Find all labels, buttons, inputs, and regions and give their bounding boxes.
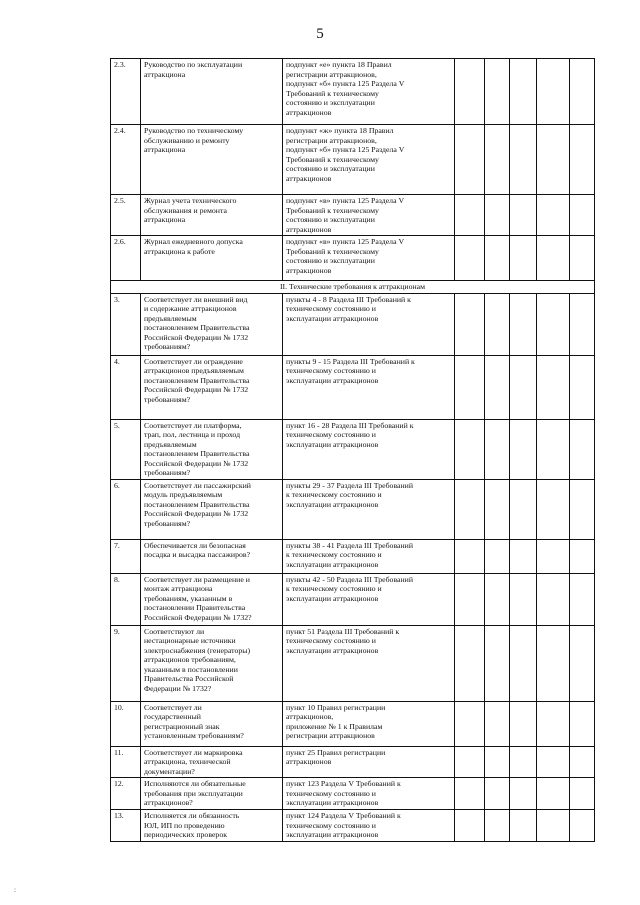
item-question: Журнал учета технического обслуживания и ремонта аттракциона (141, 195, 283, 236)
item-question: Соответствует ли государственный регистрационный знак установленным требованиям? (141, 701, 283, 746)
item-number: 2.3. (111, 59, 141, 125)
answer-cell[interactable] (510, 573, 537, 625)
item-number: 11. (111, 746, 141, 778)
item-question: Соответствует ли размещение и монтаж аттракциона требованиям, указанным в постановлении Правительства Российской Федерации № 1732? (141, 573, 283, 625)
item-reference: пункт 124 Раздела V Требований к техническому состоянию и эксплуатации аттракционов (283, 810, 455, 842)
answer-cell[interactable] (537, 701, 570, 746)
answer-cell[interactable] (455, 778, 485, 810)
answer-cell[interactable] (455, 625, 485, 701)
item-question: Соответствуют ли нестационарные источники электроснабжения (генераторы) аттракционов требованиям, указанным в постановлении Правительства Российской Федерации № 1732? (141, 625, 283, 701)
item-number: 7. (111, 539, 141, 573)
item-reference: пункты 42 - 50 Раздела III Требований к техническому состоянию и эксплуатации аттракционов (283, 573, 455, 625)
item-reference: пункт 16 - 28 Раздела III Требований к техническому состоянию и эксплуатации аттракционов (283, 419, 455, 479)
answer-cell[interactable] (537, 479, 570, 539)
answer-cell[interactable] (510, 125, 537, 195)
item-number: 5. (111, 419, 141, 479)
checklist-table (110, 58, 595, 842)
item-question: Исполняется ли обязанность ЮЛ, ИП по проведению периодических проверок (141, 810, 283, 842)
answer-cell[interactable] (455, 195, 485, 236)
item-reference: пункт 51 Раздела III Требований к техническому состоянию и эксплуатации аттракционов (283, 625, 455, 701)
answer-cell[interactable] (537, 125, 570, 195)
item-number: 13. (111, 810, 141, 842)
table-row (111, 125, 595, 195)
item-question: Соответствует ли платформа, трап, пол, лестница и проход предъявляемым постановлением Правительства Российской Федерации № 1732 требованиям? (141, 419, 283, 479)
item-number: 12. (111, 778, 141, 810)
answer-cell[interactable] (455, 810, 485, 842)
answer-cell[interactable] (570, 810, 595, 842)
answer-cell[interactable] (537, 778, 570, 810)
table-row (111, 778, 595, 810)
item-question: Руководство по техническому обслуживанию и ремонту аттракциона (141, 125, 283, 195)
answer-cell[interactable] (537, 419, 570, 479)
answer-cell[interactable] (510, 539, 537, 573)
item-number: 10. (111, 701, 141, 746)
answer-cell[interactable] (455, 125, 485, 195)
item-number: 8. (111, 573, 141, 625)
answer-cell[interactable] (485, 236, 510, 281)
answer-cell[interactable] (570, 125, 595, 195)
answer-cell[interactable] (485, 355, 510, 419)
answer-cell[interactable] (570, 701, 595, 746)
answer-cell[interactable] (510, 701, 537, 746)
answer-cell[interactable] (570, 195, 595, 236)
answer-cell[interactable] (455, 293, 485, 355)
answer-cell[interactable] (570, 355, 595, 419)
answer-cell[interactable] (485, 746, 510, 778)
item-question: Исполняются ли обязательные требования при эксплуатации аттракционов? (141, 778, 283, 810)
answer-cell[interactable] (485, 625, 510, 701)
answer-cell[interactable] (570, 293, 595, 355)
answer-cell[interactable] (537, 355, 570, 419)
answer-cell[interactable] (485, 419, 510, 479)
answer-cell[interactable] (510, 355, 537, 419)
answer-cell[interactable] (455, 539, 485, 573)
answer-cell[interactable] (510, 419, 537, 479)
answer-cell[interactable] (510, 236, 537, 281)
margin-mark: : (14, 886, 16, 894)
answer-cell[interactable] (510, 293, 537, 355)
answer-cell[interactable] (537, 573, 570, 625)
answer-cell[interactable] (455, 746, 485, 778)
answer-cell[interactable] (485, 125, 510, 195)
item-reference: пункты 9 - 15 Раздела III Требований к техническому состоянию и эксплуатации аттракционов (283, 355, 455, 419)
item-reference: пункты 4 - 8 Раздела III Требований к техническому состоянию и эксплуатации аттракционов (283, 293, 455, 355)
answer-cell[interactable] (570, 236, 595, 281)
item-question: Журнал ежедневного допуска аттракциона к работе (141, 236, 283, 281)
answer-cell[interactable] (485, 573, 510, 625)
answer-cell[interactable] (510, 479, 537, 539)
item-question: Соответствует ли внешний вид и содержание аттракционов предъявляемым постановлением Правительства Российской Федерации № 1732 требованиям? (141, 293, 283, 355)
answer-cell[interactable] (455, 59, 485, 125)
answer-cell[interactable] (537, 293, 570, 355)
answer-cell[interactable] (510, 59, 537, 125)
answer-cell[interactable] (537, 195, 570, 236)
table-row (111, 539, 595, 573)
item-reference: пункты 29 - 37 Раздела III Требований к техническому состоянию и эксплуатации аттракционов (283, 479, 455, 539)
item-number: 3. (111, 293, 141, 355)
answer-cell[interactable] (570, 625, 595, 701)
answer-cell[interactable] (485, 195, 510, 236)
answer-cell[interactable] (537, 59, 570, 125)
item-reference: пункт 25 Правил регистрации аттракционов (283, 746, 455, 778)
item-question: Руководство по эксплуатации аттракциона (141, 59, 283, 125)
item-reference: подпункт «в» пункта 125 Раздела V Требований к техническому состоянию и эксплуатации аттракционов (283, 195, 455, 236)
table-row (111, 419, 595, 479)
answer-cell[interactable] (570, 539, 595, 573)
table-row (111, 293, 595, 355)
answer-cell[interactable] (485, 778, 510, 810)
answer-cell[interactable] (455, 236, 485, 281)
answer-cell[interactable] (455, 355, 485, 419)
answer-cell[interactable] (510, 746, 537, 778)
answer-cell[interactable] (455, 479, 485, 539)
table-row (111, 355, 595, 419)
answer-cell[interactable] (510, 625, 537, 701)
answer-cell[interactable] (485, 59, 510, 125)
item-reference: подпункт «в» пункта 125 Раздела V Требований к техническому состоянию и эксплуатации аттракционов (283, 236, 455, 281)
item-reference: подпункт «е» пункта 18 Правил регистрации аттракционов, подпункт «б» пункта 125 Раздела V Требований к техническому состоянию и эксплуатации аттракционов (283, 59, 455, 125)
answer-cell[interactable] (570, 778, 595, 810)
item-number: 9. (111, 625, 141, 701)
item-question: Соответствует ли пассажирский модуль предъявляемым постановлением Правительства Российской Федерации № 1732 требованиям? (141, 479, 283, 539)
item-number: 2.6. (111, 236, 141, 281)
answer-cell[interactable] (570, 419, 595, 479)
answer-cell[interactable] (485, 479, 510, 539)
answer-cell[interactable] (510, 778, 537, 810)
item-question: Соответствует ли ограждение аттракционов предъявляемым постановлением Правительства Российской Федерации № 1732 требованиям? (141, 355, 283, 419)
item-number: 2.4. (111, 125, 141, 195)
table-row (111, 479, 595, 539)
table-row (111, 810, 595, 842)
answer-cell[interactable] (570, 59, 595, 125)
answer-cell[interactable] (537, 810, 570, 842)
answer-cell[interactable] (537, 236, 570, 281)
item-reference: пункт 10 Правил регистрации аттракционов, приложение № 1 к Правилам регистрации аттракционов (283, 701, 455, 746)
answer-cell[interactable] (537, 539, 570, 573)
item-reference: пункт 123 Раздела V Требований к техническому состоянию и эксплуатации аттракционов (283, 778, 455, 810)
table-row (111, 573, 595, 625)
item-reference: пункты 38 - 41 Раздела III Требований к техническому состоянию и эксплуатации аттракционов (283, 539, 455, 573)
table-row (111, 236, 595, 281)
answer-cell[interactable] (510, 195, 537, 236)
table-row (111, 701, 595, 746)
answer-cell[interactable] (570, 573, 595, 625)
page-number: 5 (316, 26, 324, 42)
item-question: Соответствует ли маркировка аттракциона, технической документации? (141, 746, 283, 778)
answer-cell[interactable] (570, 479, 595, 539)
answer-cell[interactable] (485, 810, 510, 842)
answer-cell[interactable] (570, 746, 595, 778)
answer-cell[interactable] (485, 701, 510, 746)
answer-cell[interactable] (455, 419, 485, 479)
answer-cell[interactable] (455, 573, 485, 625)
item-number: 6. (111, 479, 141, 539)
item-reference: подпункт «ж» пункта 18 Правил регистрации аттракционов, подпункт «б» пункта 125 Раздела V Требований к техническому состоянию и эксплуатации аттракционов (283, 125, 455, 195)
table-row (111, 195, 595, 236)
table-row (111, 746, 595, 778)
answer-cell[interactable] (537, 625, 570, 701)
answer-cell[interactable] (537, 746, 570, 778)
item-number: 4. (111, 355, 141, 419)
table-body (111, 59, 595, 842)
item-question: Обеспечивается ли безопасная посадка и высадка пассажиров? (141, 539, 283, 573)
answer-cell[interactable] (510, 810, 537, 842)
answer-cell[interactable] (485, 539, 510, 573)
section-header-row (111, 281, 595, 294)
answer-cell[interactable] (455, 701, 485, 746)
answer-cell[interactable] (485, 293, 510, 355)
table-row (111, 625, 595, 701)
item-number: 2.5. (111, 195, 141, 236)
table-row (111, 59, 595, 125)
section-title: II. Технические требования к аттракционам (111, 281, 595, 294)
